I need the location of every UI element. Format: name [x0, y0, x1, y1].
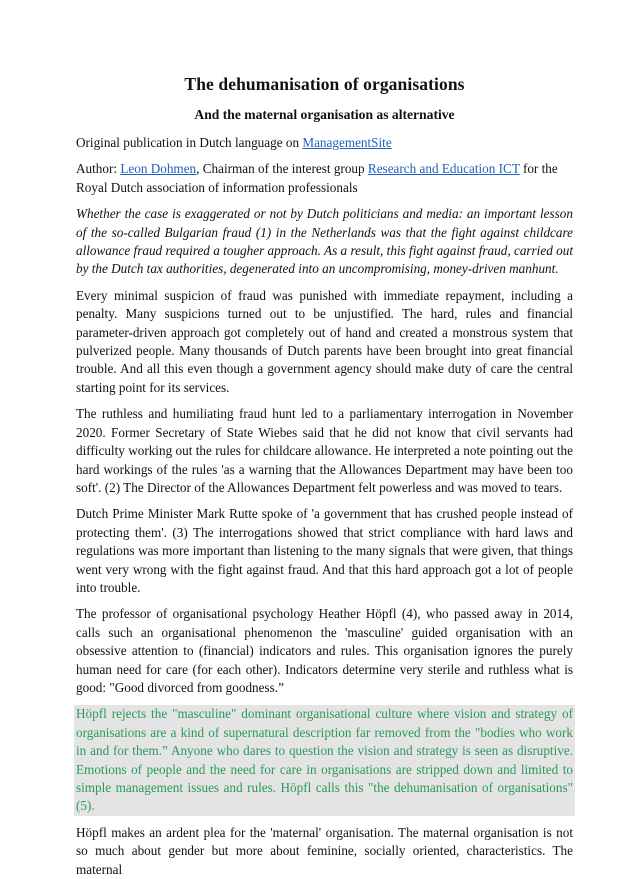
author-line — [76, 160, 573, 197]
author-prefix: Author: — [76, 161, 121, 177]
group-link[interactable]: Research and Education ICT — [367, 161, 520, 177]
last-paragraph: Höpfl makes an ardent plea for the 'maternal' organisation. The maternal organisation is not so much about gender but more about feminine, socially oriented, characteristics. The maternal — [76, 824, 573, 877]
intro-paragraph: Whether the case is exaggerated or not by Dutch politicians and media: an important lesson of the so-called Bulgarian fraud (1) in the Netherlands was that the fight against childcare allowance fraud required a tougher approach. As a result, this fight against fraud, carried out by the Dutch tax authorities, degenerated into an uncompromising, money-driven manhunt. — [76, 206, 573, 277]
body-paragraph: The professor of organisational psychology Heather Höpfl (4), who passed away in 2014, calls such an organisational phenomenon the 'masculine' guided organisation with an obsessive attention to (financial) indicators and rules. This organisation ignores the purely human need for care (for each other). Indicators determine very sterile and ruthless what is good: "Good divorced from goodness.” — [76, 606, 573, 695]
highlighted-paragraph: Höpfl rejects the "masculine" dominant organisational culture where vision and strategy of organisations are a kind of supernatural description far removed from the "bodies who work in and for them.” Anyone who dares to question the vision and strategy is seen as disruptive. Emotions of people and the need for care in organisations are stripped down and limited to simple management issues and rules. Höpfl calls this "the dehumanisation of organisations" (5). — [74, 705, 575, 815]
publication-line — [76, 134, 573, 152]
document-title: The dehumanisation of organisations — [184, 74, 465, 94]
author-suffix: for the Royal Dutch association of information professionals — [76, 161, 558, 195]
document-subtitle: And the maternal organisation as alternative — [194, 107, 455, 122]
body-paragraph: The ruthless and humiliating fraud hunt led to a parliamentary interrogation in November 2020. Former Secretary of State Wiebes said that he did not know that civil servants had difficulty working out the rules for childcare allowance. He interpreted a note pointing out the hard workings of the rules 'as a warning that the Allowances Department may have been too soft'. (2) The Director of the Allowances Department felt powerless and was moved to tears. — [76, 406, 573, 495]
author-middle-text: , Chairman of the interest group — [196, 161, 368, 177]
body-paragraph: Dutch Prime Minister Mark Rutte spoke of 'a government that has crushed people instead of protecting them'. (3) The interrogations showed that strict compliance with hard laws and regulations was more important than listening to the many signals that were given, that things went very wrong with the fight against fraud. And that this hard approach got a lot of people into trouble. — [76, 506, 573, 595]
publication-prefix: Original publication in Dutch language on — [76, 135, 303, 150]
body-paragraph: Every minimal suspicion of fraud was punished with immediate repayment, including a penalty. Many suspicions turned out to be unjustified. The hard, rules and financial parameter-driven approach got completely out of hand and created a monstrous system that pulverized people. Many thousands of Dutch parents have been brought into great financial trouble. And all this even though a government agency should make duty of care the central starting point for its services. — [76, 287, 573, 395]
managementsite-link[interactable]: ManagementSite — [302, 135, 392, 150]
author-name-link[interactable]: Leon Dohmen — [120, 161, 197, 177]
